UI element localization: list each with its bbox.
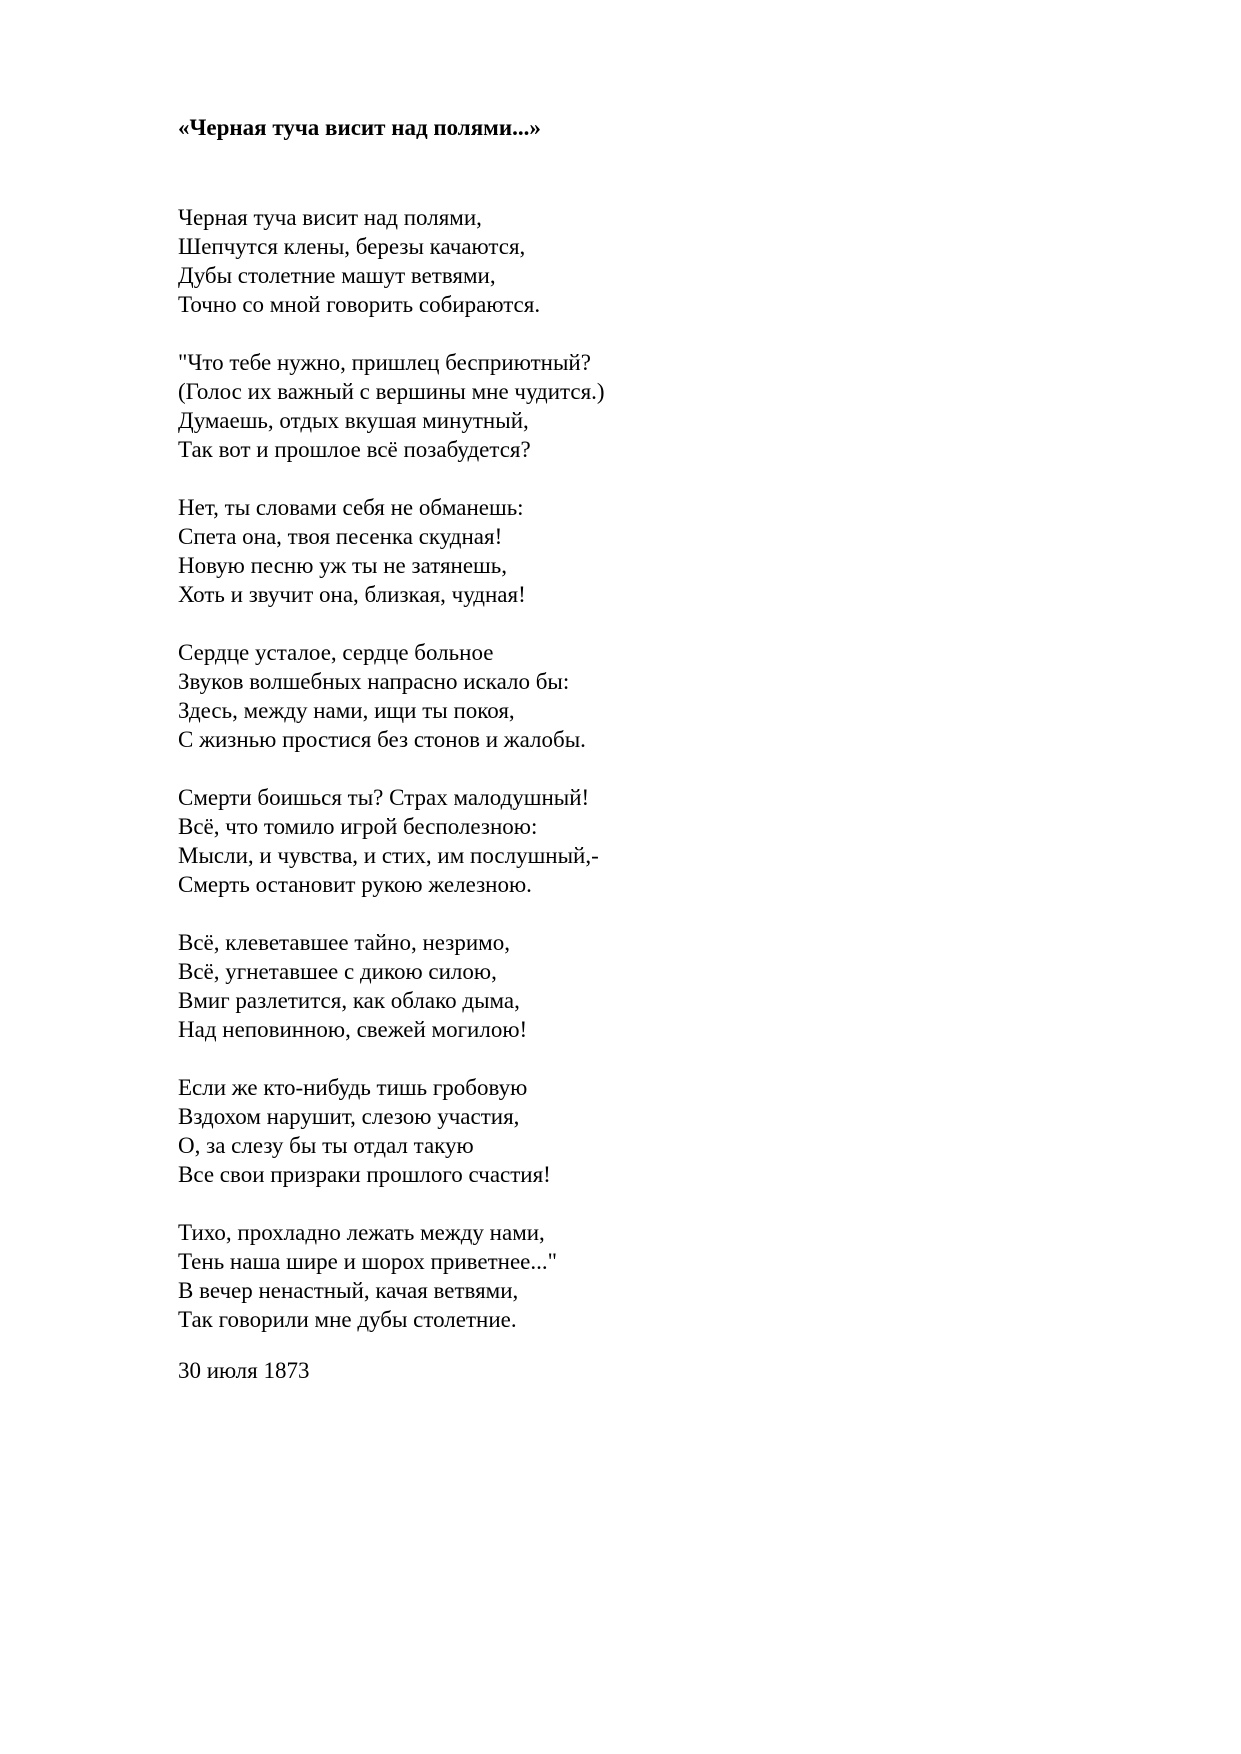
poem-line: Тихо, прохладно лежать между нами, [178,1220,545,1245]
stanza [178,783,1078,899]
poem-line: Новую песню уж ты не затянешь, [178,553,508,578]
poem-line: О, за слезу бы ты отдал такую [178,1133,474,1158]
poem-line: Дубы столетние машут ветвями, [178,263,496,288]
poem-title: «Черная туча висит над полями...» [178,115,541,140]
poem-line: Черная туча висит над полями, [178,205,482,230]
poem-line: Над неповинною, свежей могилою! [178,1017,528,1042]
poem-line: Мысли, и чувства, и стих, им послушный,- [178,843,599,868]
poem-line: Смерть остановит рукою железною. [178,872,532,897]
poem-line: Так говорили мне дубы столетние. [178,1307,517,1332]
stanza [178,1073,1078,1189]
poem-line: "Что тебе нужно, пришлец бесприютный? [178,350,591,375]
poem-line: Думаешь, отдых вкушая минутный, [178,408,529,433]
stanza [178,203,1078,319]
stanza [178,348,1078,464]
stanza [178,1218,1078,1334]
poem-line: Звуков волшебных напрасно искало бы: [178,669,570,694]
poem-line: Хоть и звучит она, близкая, чудная! [178,582,526,607]
poem-line: Так вот и прошлое всё позабудется? [178,437,531,462]
poem-line: Если же кто-нибудь тишь гробовую [178,1075,528,1100]
poem-line: Смерти боишься ты? Страх малодушный! [178,785,590,810]
poem-line: Все свои призраки прошлого счастия! [178,1162,551,1187]
poem-line: Нет, ты словами себя не обманешь: [178,495,524,520]
poem-line: Вмиг разлетится, как облако дыма, [178,988,520,1013]
poem-line: Всё, клеветавшее тайно, незримо, [178,930,510,955]
poem-line: Сердце усталое, сердце больное [178,640,494,665]
poem-line: С жизнью простися без стонов и жалобы. [178,727,586,752]
poem-line: В вечер ненастный, качая ветвями, [178,1278,519,1303]
stanza [178,493,1078,609]
poem-line: Здесь, между нами, ищи ты покоя, [178,698,515,723]
stanza [178,928,1078,1044]
poem-line: Спета она, твоя песенка скудная! [178,524,503,549]
poem-line: Тень наша шире и шорох приветнее..." [178,1249,558,1274]
poem-line: Точно со мной говорить собираются. [178,292,541,317]
poem-line: (Голос их важный с вершины мне чудится.) [178,379,605,404]
poem-line: Шепчутся клены, березы качаются, [178,234,526,259]
poem-line: Всё, угнетавшее с дикою силою, [178,959,497,984]
poem-body [178,203,1078,1363]
poem-line: Вздохом нарушит, слезою участия, [178,1104,520,1129]
stanza [178,638,1078,754]
poem-date: 30 июля 1873 [178,1358,310,1383]
poem-line: Всё, что томило игрой бесполезною: [178,814,538,839]
